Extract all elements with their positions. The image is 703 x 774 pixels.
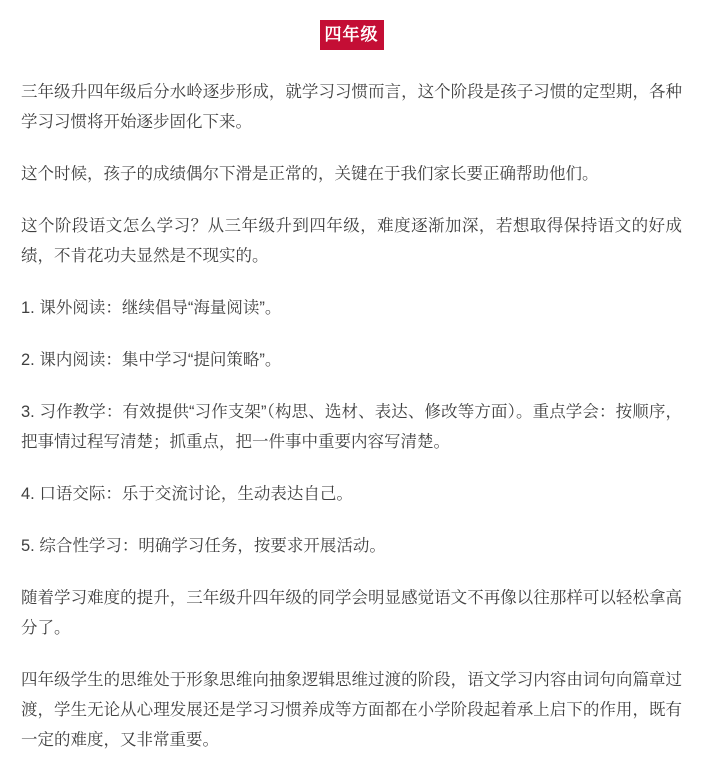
paragraph: 三年级升四年级后分水岭逐步形成，就学习习惯而言，这个阶段是孩子习惯的定型期，各种学习习惯将开始逐步固化下来。 [21,83,682,131]
paragraph: 3. 习作教学：有效提供“习作支架”（构思、选材、表达、修改等方面）。重点学会：按顺序，把事情过程写清楚；抓重点，把一件事中重要内容写清楚。 [21,403,682,451]
paragraph: 四年级学生的思维处于形象思维向抽象逻辑思维过渡的阶段，语文学习内容由词句向篇章过渡，学生无论从心理发展还是学习习惯养成等方面都在小学阶段起着承上启下的作用，既有一定的难度，又非常重要。 [21,671,682,749]
paragraph: 2. 课内阅读：集中学习“提问策略”。 [21,351,282,369]
paragraph: 4. 口语交际：乐于交流讨论，生动表达自己。 [21,485,353,503]
paragraph: 随着学习难度的提升，三年级升四年级的同学会明显感觉语文不再像以往那样可以轻松拿高分了。 [21,589,682,637]
badge-row [21,20,682,50]
paragraph: 这个时候，孩子的成绩偶尔下滑是正常的，关键在于我们家长要正确帮助他们。 [21,165,599,183]
paragraph: 5. 综合性学习：明确学习任务，按要求开展活动。 [21,537,386,555]
paragraph-list [21,77,682,755]
grade-badge: 四年级 [320,20,384,50]
paragraph: 1. 课外阅读：继续倡导“海量阅读”。 [21,299,282,317]
paragraph: 这个阶段语文怎么学习？从三年级升到四年级，难度逐渐加深，若想取得保持语文的好成绩，不肯花功夫显然是不现实的。 [21,217,682,265]
